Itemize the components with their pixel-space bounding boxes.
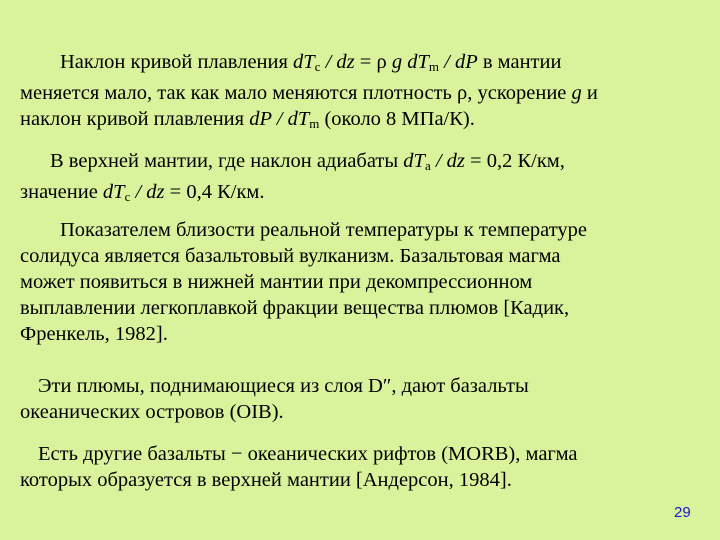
formula-dTc: dT <box>293 51 315 73</box>
formula-dz: / dz <box>430 150 465 172</box>
text-run: = ρ <box>354 51 392 73</box>
text-run: В верхней мантии, где наклон адиабаты <box>50 150 404 172</box>
paragraph-plumes <box>20 373 710 425</box>
formula-dTa: dT <box>403 150 425 172</box>
text-run: в мантии <box>477 51 562 73</box>
text-run: Наклон кривой плавления <box>60 51 294 73</box>
subscript: c <box>314 59 321 74</box>
text-line: которых образуется в верхней мантии [Андерсон, 1984]. <box>20 469 512 491</box>
formula-dz: / dz <box>320 51 355 73</box>
text-line: может появиться в нижней мантии при декомпрессионном <box>20 271 533 293</box>
text-line <box>20 179 710 210</box>
text-run: значение <box>20 181 103 203</box>
text-line <box>20 106 710 137</box>
text-line: выплавлении легкоплавкой фракции вещества плюмов [Кадик, <box>20 297 570 319</box>
subscript: m <box>309 116 320 131</box>
text-run: (около 8 МПа/К). <box>319 108 475 130</box>
paragraph-upper-mantle <box>20 148 710 210</box>
text-line <box>20 441 710 467</box>
formula-dz: / dz <box>130 181 165 203</box>
text-run: Эти плюмы, поднимающиеся из слоя D″, дают базальты <box>38 375 529 397</box>
paragraph-melting-slope <box>20 49 710 137</box>
formula-dP: / dP <box>439 51 478 73</box>
text-line: океанических островов (OIB). <box>20 401 284 423</box>
subscript: m <box>428 59 439 74</box>
paragraph-morb <box>20 441 710 493</box>
text-run: наклон кривой плавления <box>20 108 250 130</box>
formula-dP-dTm: dP / dT <box>249 108 310 130</box>
text-line <box>20 373 710 399</box>
text-line <box>20 80 710 106</box>
text-run: = 0,2 К/км, <box>464 150 565 172</box>
subscript: a <box>424 158 431 173</box>
text-run: меняется мало, так как мало меняются плотность ρ, ускорение <box>20 82 572 104</box>
formula-g-dTm: g dT <box>391 51 429 73</box>
formula-dTc: dT <box>102 181 125 203</box>
text-line: Френкель, 1982]. <box>20 323 168 345</box>
text-run: Есть другие базальты − океанических рифтов (MORB), магма <box>38 443 578 465</box>
formula-g: g <box>571 82 582 104</box>
text-line <box>20 148 710 179</box>
text-line <box>20 217 710 243</box>
subscript: c <box>124 189 131 204</box>
text-run: и <box>581 82 598 104</box>
text-run: Показателем близости реальной температуры к температуре <box>60 219 588 241</box>
text-line: солидуса является базальтовый вулканизм. Базальтовая магма <box>20 245 561 267</box>
text-line <box>20 49 710 80</box>
page-number: 29 <box>674 504 691 521</box>
paragraph-basalt-volcanism <box>20 217 710 347</box>
text-run: = 0,4 К/км. <box>164 181 265 203</box>
